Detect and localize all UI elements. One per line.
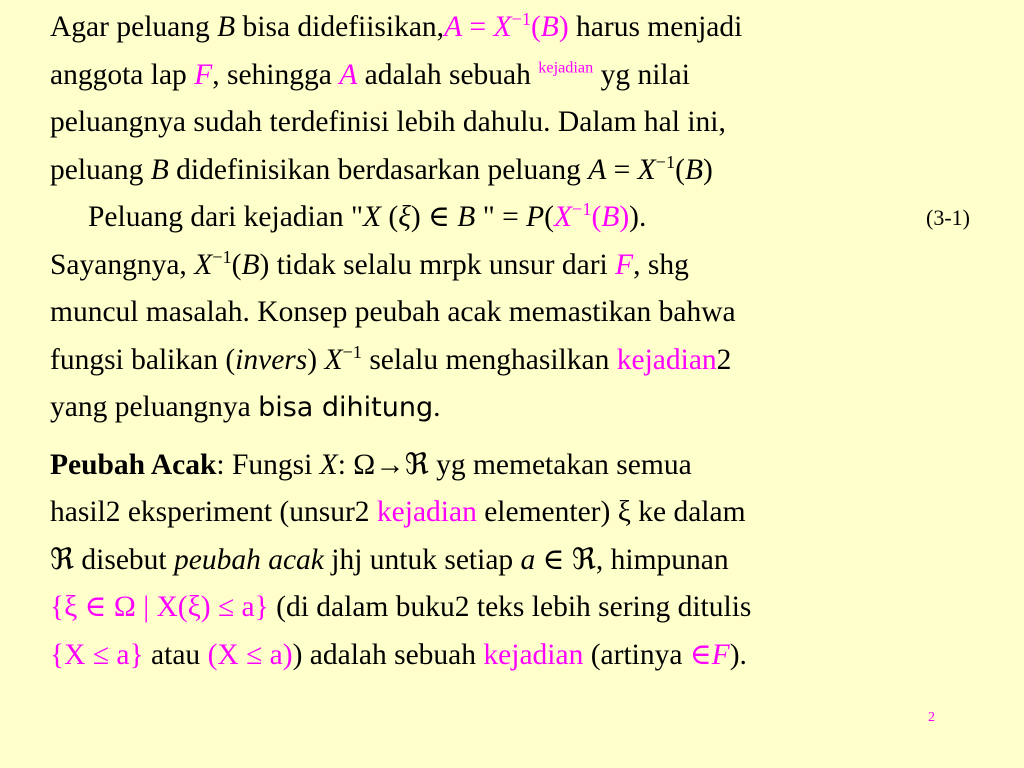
var-x: X	[319, 448, 338, 481]
text: ℜ disebut	[50, 543, 174, 576]
text: muncul masalah. Konsep peubah acak memastikan bahwa	[50, 296, 736, 328]
text: .	[433, 391, 441, 423]
var-f: F	[615, 248, 634, 281]
var-a: A	[339, 58, 358, 91]
text: ∈ ℜ, himpunan	[535, 543, 729, 576]
text: peluang	[50, 153, 151, 186]
text: , sehingga	[212, 58, 340, 91]
text: (di dalam buku2 teks lebih sering ditulis	[268, 591, 752, 623]
text: tidak selalu mrpk unsur dari	[269, 248, 616, 281]
kejadian-word: kejadian	[376, 496, 477, 528]
text: Peluang dari kejadian "	[88, 201, 363, 233]
var-x: X	[324, 343, 343, 376]
kejadian-word: kejadian	[483, 638, 584, 671]
text: : Ω→ℜ yg memetakan semua	[337, 448, 692, 481]
text: Sayangnya,	[50, 248, 195, 281]
formula-a-equals-xinv-b: $A = X^{-1}(B)$	[588, 151, 713, 186]
text: jhj untuk setiap	[323, 543, 521, 576]
invers-word: invers	[235, 343, 308, 376]
var-xi: ξ	[398, 201, 411, 233]
var-p: P	[526, 201, 545, 233]
kejadian-superscript: kejadian	[538, 58, 594, 77]
equation-3-1: Peluang dari kejadian "X (ξ) ∈ B " = $P(X^{-1}(B))$. (3-1)	[50, 194, 1000, 242]
text: fungsi balikan (	[50, 343, 236, 376]
formula-a-equals-xinv-b: $A = X^{-1}(B)$	[444, 9, 569, 43]
text: peluangnya sudah terdefinisi lebih dahulu. Dalam hal ini,	[50, 106, 726, 138]
slide-content	[50, 4, 1000, 679]
var-f: F	[194, 58, 213, 91]
text: atau	[143, 638, 208, 671]
text: yang peluangnya	[50, 391, 259, 423]
paragraph-definition	[50, 4, 1000, 194]
var-b: B	[150, 153, 169, 186]
text: selalu menghasilkan	[361, 343, 617, 376]
text: ).	[729, 638, 747, 671]
formula-xinv-b: $X^{-1}(B)$	[554, 199, 630, 233]
text: , shg	[633, 248, 689, 281]
term-title: Peubah Acak	[50, 448, 217, 481]
kejadian-word: kejadian	[616, 343, 717, 376]
formula-xinv-b: $X^{-1}(B)$	[194, 246, 270, 281]
text: (artinya	[583, 638, 690, 671]
text: )	[307, 343, 325, 376]
var-f: F	[711, 638, 730, 671]
text: harus menjadi	[568, 11, 743, 43]
text: didefinisikan berdasarkan peluang	[168, 153, 589, 186]
var-b: B	[457, 201, 476, 233]
set-expression: {X ≤ a}	[50, 638, 144, 671]
text: Agar peluang	[50, 11, 218, 43]
set-expression: (X ≤ a)	[207, 638, 293, 671]
superscript: −1	[342, 341, 362, 362]
text: anggota lap	[50, 58, 195, 91]
text: bisa dihitung	[258, 392, 434, 423]
text: elementer) ξ ke dalam	[476, 496, 746, 528]
spacer	[50, 432, 1000, 442]
text: adalah sebuah	[357, 58, 539, 91]
text: hasil2 eksperiment (unsur2	[50, 496, 377, 528]
text: : Fungsi	[216, 448, 320, 481]
text: bisa didefiisikan,	[235, 11, 445, 43]
paragraph-problem	[50, 242, 1000, 432]
slide-number: 2	[928, 710, 935, 725]
var-b: B	[217, 11, 236, 43]
text: 2	[716, 343, 732, 376]
symbol-in: ∈	[689, 638, 712, 671]
paragraph-random-variable	[50, 442, 1000, 680]
text: yg nilai	[593, 58, 690, 91]
var-a: a	[520, 543, 536, 576]
equation-number: (3-1)	[926, 205, 970, 230]
text: ) adalah sebuah	[292, 638, 484, 671]
text: " =	[475, 201, 527, 233]
var-x: X	[363, 201, 382, 233]
peubah-acak-word: peubah acak	[173, 543, 324, 576]
symbol-in: ∈	[428, 201, 450, 233]
text: ).	[629, 201, 647, 233]
set-expression: {ξ ∈ Ω | X(ξ) ≤ a}	[50, 591, 269, 623]
